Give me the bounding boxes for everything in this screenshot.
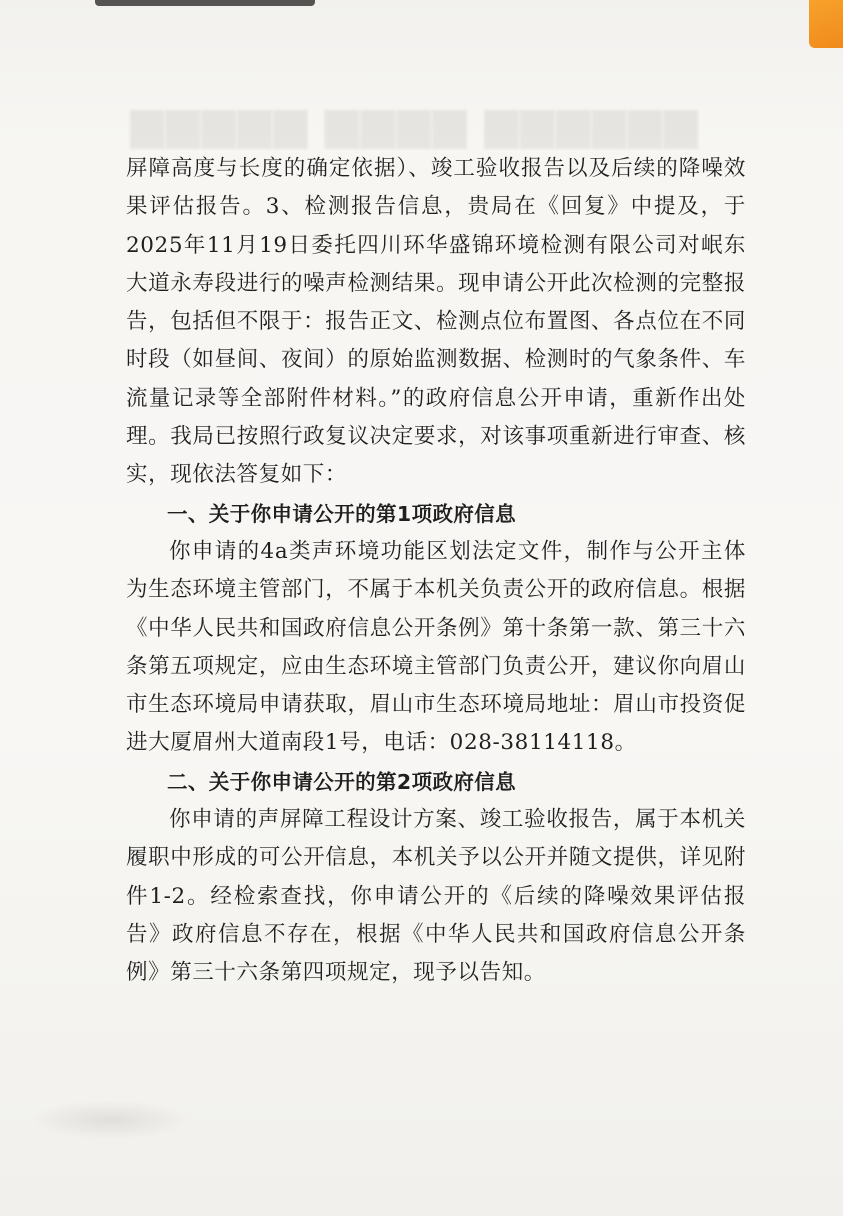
show-through-text: ▆▆▆▆▆ ▆▆▆▆ ▆▆▆▆▆▆	[130, 98, 700, 149]
section-2-body: 你申请的声屏障工程设计方案、竣工验收报告，属于本机关履职中形成的可公开信息，本机关予以公开并随文提供，详见附件1-2。经检索查找，你申请公开的《后续的降噪效果评估报告》政府信息不存在，根据《中华人民共和国政府信息公开条例》第三十六条第四项规定，现予以告知。	[126, 807, 746, 986]
section-1-body: 你申请的4a类声环境功能区划法定文件，制作与公开主体为生态环境主管部门，不属于本机关负责公开的政府信息。根据《中华人民共和国政府信息公开条例》第十条第一款、第三十六条第五项规定，应由生态环境主管部门负责公开，建议你向眉山市生态环境局申请获取，眉山市生态环境局地址：眉山市投资促进大厦眉州大道南段1号，电话：028-38114118。	[126, 538, 746, 756]
section-1-heading: 一、关于你申请公开的第1项政府信息	[167, 501, 517, 526]
scan-smudge	[30, 1100, 190, 1140]
section-2-heading: 二、关于你申请公开的第2项政府信息	[167, 769, 517, 794]
intro-paragraph: 屏障高度与长度的确定依据）、竣工验收报告以及后续的降噪效果评估报告。3、检测报告信息，贵局在《回复》中提及，于2025年11月19日委托四川环华盛锦环境检测有限公司对岷东大道永寿段进行的噪声检测结果。现申请公开此次检测的完整报告，包括但不限于：报告正文、检测点位布置图、各点位在不同时段（如昼间、夜间）的原始监测数据、检测时的气象条件、车流量记录等全部附件材料。”的政府信息公开申请，重新作出处理。我局已按照行政复议决定要求，对该事项重新进行审查、核实，现依法答复如下：	[126, 156, 746, 488]
document-body	[126, 150, 746, 993]
scanner-edge-mark	[95, 0, 315, 6]
orange-page-tab	[809, 0, 843, 48]
